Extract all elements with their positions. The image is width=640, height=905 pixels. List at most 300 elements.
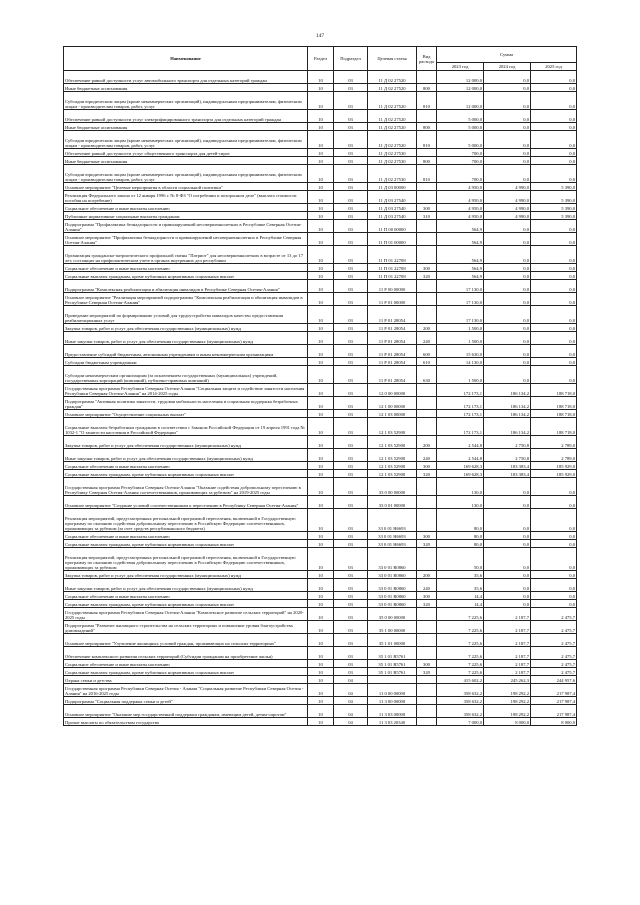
header-target-item: Целевая статья xyxy=(368,47,417,71)
row-razdel: 10 xyxy=(308,571,334,579)
row-expense-type: 240 xyxy=(417,449,437,462)
row-razdel: 10 xyxy=(308,600,334,608)
row-name: Организация гражданско-патриотического профильной смены "Патриот" для несовершеннолетних в возрасте от 13 до 17 лет, состоящих на профилактическом учете в органах внутренних дел республики xyxy=(64,246,308,264)
table-row xyxy=(64,84,577,92)
row-name: Социальное обеспечение и иные выплаты населению xyxy=(64,462,308,470)
row-podrazdel: 03 xyxy=(334,157,368,165)
row-target-item: 11 Р 00 00000 xyxy=(368,280,417,293)
table-row xyxy=(64,600,577,608)
row-razdel: 10 xyxy=(308,470,334,478)
row-sum-2025: 5 390,0 xyxy=(531,212,577,220)
table-row xyxy=(64,676,577,684)
table-row xyxy=(64,478,577,496)
table-row xyxy=(64,246,577,264)
row-target-item: 35 1 01 R5761 xyxy=(368,647,417,660)
table-row xyxy=(64,697,577,705)
row-podrazdel: 03 xyxy=(334,183,368,191)
row-podrazdel: 03 xyxy=(334,532,368,540)
row-target-item: 11 Р 01 28054 xyxy=(368,332,417,345)
row-sum-2025: 0,0 xyxy=(531,509,577,532)
table-row xyxy=(64,532,577,540)
row-sum-2024: 0,0 xyxy=(484,131,531,149)
row-target-item: 33 0 00 00000 xyxy=(368,478,417,496)
row-sum-2025: 185 929,0 xyxy=(531,462,577,470)
row-name: Основное мероприятие "Профилактика безнадзорности и правонарушений несовершеннолетних в Республике Северная Осетия-Алания" xyxy=(64,233,308,246)
row-sum-2025: 0,0 xyxy=(531,246,577,264)
row-podrazdel: 03 xyxy=(334,204,368,212)
row-podrazdel: 03 xyxy=(334,246,368,264)
row-sum-2024: 186 134,2 xyxy=(484,418,531,436)
row-expense-type: 320 xyxy=(417,600,437,608)
row-podrazdel: 03 xyxy=(334,548,368,571)
row-sum-2023: 14,4 xyxy=(437,600,484,608)
row-name: Закупка товаров, работ и услуг для обеспечения государственных (муниципальных) нужд xyxy=(64,571,308,579)
row-razdel: 10 xyxy=(308,204,334,212)
row-expense-type xyxy=(417,220,437,233)
row-podrazdel: 03 xyxy=(334,280,368,293)
row-razdel: 10 xyxy=(308,110,334,123)
row-podrazdel: 03 xyxy=(334,410,368,418)
row-razdel: 10 xyxy=(308,123,334,131)
row-name: Социальные выплаты гражданам, кроме публичных нормативных социальных выплат xyxy=(64,668,308,676)
row-sum-2024: 186 134,2 xyxy=(484,397,531,410)
row-sum-2025: 0,0 xyxy=(531,131,577,149)
row-razdel: 10 xyxy=(308,397,334,410)
row-sum-2025: 0,0 xyxy=(531,579,577,592)
row-podrazdel: 03 xyxy=(334,608,368,621)
row-target-item: 11 Д 02 27520 xyxy=(368,131,417,149)
row-razdel: 10 xyxy=(308,697,334,705)
row-sum-2024: 0,0 xyxy=(484,157,531,165)
row-sum-2023: 1 500,0 xyxy=(437,324,484,332)
row-target-item: 33 0 01 R0860 xyxy=(368,571,417,579)
row-sum-2023: 564,9 xyxy=(437,220,484,233)
row-podrazdel: 03 xyxy=(334,571,368,579)
row-target-item: 35 1 01 00000 xyxy=(368,634,417,647)
row-expense-type: 240 xyxy=(417,579,437,592)
table-header-row xyxy=(64,47,577,63)
row-razdel: 10 xyxy=(308,496,334,509)
row-podrazdel: 03 xyxy=(334,579,368,592)
row-sum-2023: 80,0 xyxy=(437,509,484,532)
row-expense-type: 610 xyxy=(417,358,437,366)
row-sum-2024: 0,0 xyxy=(484,540,531,548)
row-sum-2024: 8 000,0 xyxy=(484,718,531,726)
row-sum-2023: 172 173,1 xyxy=(437,418,484,436)
row-podrazdel: 03 xyxy=(334,324,368,332)
row-sum-2025: 0,0 xyxy=(531,293,577,306)
row-podrazdel: 03 xyxy=(334,233,368,246)
row-target-item: 12 1 03 00000 xyxy=(368,410,417,418)
table-row xyxy=(64,410,577,418)
row-podrazdel: 03 xyxy=(334,264,368,272)
row-sum-2024: 198 292,2 xyxy=(484,697,531,705)
row-sum-2025: 0,0 xyxy=(531,358,577,366)
row-sum-2025: 0,0 xyxy=(531,220,577,233)
header-year-2025: 2025 год xyxy=(531,63,577,71)
row-sum-2023: 17 130,0 xyxy=(437,293,484,306)
row-sum-2024: 2 187,7 xyxy=(484,621,531,634)
row-target-item: 11 Д 03 00000 xyxy=(368,183,417,191)
row-sum-2024: 0,0 xyxy=(484,358,531,366)
row-sum-2023: 12 000,0 xyxy=(437,84,484,92)
row-sum-2023: 7 225,6 xyxy=(437,668,484,676)
row-name: Подпрограмма "Социальная поддержка семьи и детей" xyxy=(64,697,308,705)
row-name: Подпрограмма "Развитие жилищного строительства на сельских территориях и повышение уровня благоустройства домовладений" xyxy=(64,621,308,634)
row-sum-2024: 0,0 xyxy=(484,149,531,157)
row-sum-2023: 4 950,0 xyxy=(437,183,484,191)
row-sum-2023: 1 500,0 xyxy=(437,332,484,345)
table-row xyxy=(64,436,577,449)
row-target-item: 11 П 01 22708 xyxy=(368,272,417,280)
row-expense-type xyxy=(417,110,437,123)
row-expense-type xyxy=(417,191,437,204)
row-razdel: 10 xyxy=(308,358,334,366)
table-row xyxy=(64,220,577,233)
row-target-item: 11 Р 01 28054 xyxy=(368,366,417,384)
row-sum-2025: 0,0 xyxy=(531,233,577,246)
row-sum-2025: 2 475,7 xyxy=(531,660,577,668)
row-expense-type xyxy=(417,697,437,705)
row-sum-2025: 5 390,0 xyxy=(531,204,577,212)
row-name: Основное мероприятие "Осуществление социальных выплат" xyxy=(64,410,308,418)
row-razdel: 10 xyxy=(308,410,334,418)
row-podrazdel: 03 xyxy=(334,366,368,384)
row-sum-2024: 2 187,7 xyxy=(484,647,531,660)
row-expense-type: 320 xyxy=(417,668,437,676)
row-name: Социальное обеспечение и иные выплаты населению xyxy=(64,264,308,272)
table-row xyxy=(64,496,577,509)
row-expense-type xyxy=(417,397,437,410)
row-razdel: 10 xyxy=(308,366,334,384)
table-row xyxy=(64,233,577,246)
row-razdel: 10 xyxy=(308,608,334,621)
row-podrazdel: 04 xyxy=(334,697,368,705)
row-target-item: 35 1 00 00000 xyxy=(368,621,417,634)
row-sum-2024: 0,0 xyxy=(484,478,531,496)
row-razdel: 10 xyxy=(308,165,334,183)
row-expense-type xyxy=(417,509,437,532)
row-podrazdel: 03 xyxy=(334,71,368,84)
row-expense-type xyxy=(417,293,437,306)
row-razdel: 10 xyxy=(308,191,334,204)
row-sum-2025: 185 929,0 xyxy=(531,470,577,478)
row-razdel: 10 xyxy=(308,233,334,246)
row-sum-2024: 2 187,7 xyxy=(484,608,531,621)
row-sum-2023: 358 632,2 xyxy=(437,697,484,705)
row-expense-type: 800 xyxy=(417,84,437,92)
table-row xyxy=(64,264,577,272)
row-sum-2025: 5 390,0 xyxy=(531,191,577,204)
row-sum-2024: 2 187,7 xyxy=(484,668,531,676)
row-sum-2023: 700,0 xyxy=(437,157,484,165)
row-name: Основное мероприятие "Целевые мероприятия в области социальной политики" xyxy=(64,183,308,191)
row-name: Основное мероприятие "Улучшение жилищных условий граждан, проживающих на сельских территориях" xyxy=(64,634,308,647)
row-target-item: 11 Д 02 27520 xyxy=(368,92,417,110)
row-target-item: 12 1 03 52900 xyxy=(368,418,417,436)
row-sum-2024: 0,0 xyxy=(484,264,531,272)
row-sum-2023: 7 000,0 xyxy=(437,718,484,726)
row-razdel: 10 xyxy=(308,131,334,149)
row-sum-2023: 50,0 xyxy=(437,548,484,571)
row-podrazdel: 03 xyxy=(334,462,368,470)
row-razdel: 10 xyxy=(308,84,334,92)
row-podrazdel: 03 xyxy=(334,131,368,149)
page-number: 147 xyxy=(315,33,325,39)
row-name: Закупка товаров, работ и услуг для обеспечения государственных (муниципальных) нужд xyxy=(64,436,308,449)
row-sum-2024: 4 990,0 xyxy=(484,204,531,212)
row-name: Обеспечение комплексного развития сельских территорий (Субсидии гражданам на приобретение жилья) xyxy=(64,647,308,660)
row-sum-2024: 0,0 xyxy=(484,592,531,600)
row-target-item: 11 Р 01 28054 xyxy=(368,324,417,332)
row-expense-type: 300 xyxy=(417,660,437,668)
row-expense-type: 800 xyxy=(417,157,437,165)
row-razdel: 10 xyxy=(308,280,334,293)
row-sum-2025: 0,0 xyxy=(531,345,577,358)
row-sum-2025: 0,0 xyxy=(531,84,577,92)
row-razdel: 10 xyxy=(308,324,334,332)
row-target-item: 11 3 03 00000 xyxy=(368,705,417,718)
row-podrazdel: 03 xyxy=(334,84,368,92)
row-sum-2023: 12 000,0 xyxy=(437,92,484,110)
row-podrazdel: 03 xyxy=(334,470,368,478)
row-sum-2023: 14,4 xyxy=(437,592,484,600)
row-name: Иные закупки товаров, работ и услуг для обеспечения государственных (муниципальных) нужд xyxy=(64,449,308,462)
row-expense-type: 200 xyxy=(417,324,437,332)
row-sum-2023: 17 130,0 xyxy=(437,280,484,293)
table-row xyxy=(64,384,577,397)
row-podrazdel: 03 xyxy=(334,592,368,600)
row-expense-type: 300 xyxy=(417,592,437,600)
row-podrazdel: 04 xyxy=(334,705,368,718)
row-razdel: 10 xyxy=(308,436,334,449)
row-razdel: 10 xyxy=(308,592,334,600)
row-sum-2023: 5 000,0 xyxy=(437,123,484,131)
row-target-item: 33 0 01 R0860 xyxy=(368,600,417,608)
row-podrazdel: 03 xyxy=(334,478,368,496)
row-sum-2023: 4 950,0 xyxy=(437,204,484,212)
row-razdel: 10 xyxy=(308,183,334,191)
row-target-item: 35 0 00 00000 xyxy=(368,608,417,621)
row-sum-2023: 4 950,0 xyxy=(437,212,484,220)
row-expense-type: 200 xyxy=(417,571,437,579)
row-expense-type xyxy=(417,608,437,621)
row-razdel: 10 xyxy=(308,306,334,324)
row-sum-2023: 358 632,2 xyxy=(437,705,484,718)
row-target-item: 33 0 01 R0860 xyxy=(368,548,417,571)
row-sum-2024: 0,0 xyxy=(484,165,531,183)
row-razdel: 10 xyxy=(308,676,334,684)
row-podrazdel: 03 xyxy=(334,191,368,204)
row-sum-2023: 700,0 xyxy=(437,149,484,157)
row-razdel: 10 xyxy=(308,449,334,462)
row-target-item: 11 П 00 00000 xyxy=(368,220,417,233)
row-sum-2025: 2 475,7 xyxy=(531,647,577,660)
row-expense-type xyxy=(417,306,437,324)
row-razdel: 10 xyxy=(308,293,334,306)
row-sum-2024: 183 383,4 xyxy=(484,462,531,470)
row-expense-type xyxy=(417,384,437,397)
table-row xyxy=(64,131,577,149)
row-target-item: 33 0 01 Н6693 xyxy=(368,532,417,540)
row-sum-2023: 80,0 xyxy=(437,532,484,540)
row-name: Иные закупки товаров, работ и услуг для обеспечения государственных (муниципальных) нужд xyxy=(64,579,308,592)
row-sum-2023: 1 500,0 xyxy=(437,366,484,384)
row-name: Социальные выплаты гражданам, кроме публичных нормативных социальных выплат xyxy=(64,600,308,608)
row-target-item: 33 0 01 Н6693 xyxy=(368,540,417,548)
row-sum-2025: 188 718,0 xyxy=(531,397,577,410)
row-target-item: 11 Д 02 27530 xyxy=(368,157,417,165)
table-row xyxy=(64,324,577,332)
row-sum-2024: 0,0 xyxy=(484,332,531,345)
table-row xyxy=(64,540,577,548)
row-expense-type: 810 xyxy=(417,92,437,110)
row-razdel: 10 xyxy=(308,684,334,697)
row-sum-2024: 0,0 xyxy=(484,548,531,571)
row-name: Обеспечение равной доступности услуг автомобильного транспорта для отдельных категорий граждан xyxy=(64,71,308,84)
table-row xyxy=(64,293,577,306)
row-podrazdel: 03 xyxy=(334,449,368,462)
row-razdel: 10 xyxy=(308,540,334,548)
row-razdel: 10 xyxy=(308,532,334,540)
row-razdel: 10 xyxy=(308,548,334,571)
row-name: Субсидии бюджетным учреждениям xyxy=(64,358,308,366)
row-target-item: 33 0 01 R0860 xyxy=(368,579,417,592)
row-sum-2024: 0,0 xyxy=(484,293,531,306)
row-name: Прочие выплаты по обязательствам государства xyxy=(64,718,308,726)
row-name: Государственная программа Республики Северная Осетия-Алания "Социальная защита и содействие занятости населения Республики Северная Осетия-Алания" на 2014-2025 годы xyxy=(64,384,308,397)
row-sum-2024: 198 292,2 xyxy=(484,684,531,697)
row-razdel: 10 xyxy=(308,149,334,157)
table-row xyxy=(64,71,577,84)
table-row xyxy=(64,449,577,462)
row-podrazdel: 03 xyxy=(334,358,368,366)
row-sum-2024: 0,0 xyxy=(484,509,531,532)
row-sum-2024: 0,0 xyxy=(484,246,531,264)
row-name: Социальные выплаты гражданам, кроме публичных нормативных социальных выплат xyxy=(64,540,308,548)
row-sum-2025: 0,0 xyxy=(531,324,577,332)
row-expense-type: 300 xyxy=(417,532,437,540)
row-razdel: 10 xyxy=(308,418,334,436)
row-expense-type xyxy=(417,246,437,264)
row-sum-2025: 0,0 xyxy=(531,306,577,324)
row-sum-2024: 186 134,2 xyxy=(484,384,531,397)
row-name: Основное мероприятие "Оказание мер государственной поддержки гражданам, имеющим детей, детям-сиротам" xyxy=(64,705,308,718)
row-sum-2024: 0,0 xyxy=(484,92,531,110)
table-row xyxy=(64,509,577,532)
row-name: Охрана семьи и детства xyxy=(64,676,308,684)
table-row xyxy=(64,358,577,366)
row-razdel: 10 xyxy=(308,668,334,676)
row-razdel: 10 xyxy=(308,660,334,668)
row-sum-2023: 358 632,2 xyxy=(437,684,484,697)
row-name: Субсидии юридическим лицам (кроме некоммерческих организаций), индивидуальным предпринимателям, физическим лицам - производителям товаров, работ, услуг xyxy=(64,165,308,183)
table-row xyxy=(64,647,577,660)
row-expense-type: 310 xyxy=(417,212,437,220)
row-name: Социальное обеспечение и иные выплаты населению xyxy=(64,660,308,668)
row-sum-2023: 172 173,1 xyxy=(437,410,484,418)
header-year-2023: 2023 год xyxy=(437,63,484,71)
row-name: Подпрограмма "Комплексная реабилитация и абилитация инвалидов в Республике Северная Осетия-Алания" xyxy=(64,280,308,293)
row-sum-2025: 8 000,0 xyxy=(531,718,577,726)
row-sum-2023: 7 225,6 xyxy=(437,634,484,647)
row-sum-2024: 2 187,7 xyxy=(484,660,531,668)
row-name: Государственная программа Республики Северная Осетия-Алания "Комплексное развитие сельских территорий" на 2020-2025 годы xyxy=(64,608,308,621)
row-razdel: 10 xyxy=(308,220,334,233)
table-row xyxy=(64,668,577,676)
row-sum-2024: 0,0 xyxy=(484,571,531,579)
row-expense-type: 810 xyxy=(417,131,437,149)
row-sum-2024: 0,0 xyxy=(484,280,531,293)
table-row xyxy=(64,548,577,571)
row-target-item: 11 Д 03 27540 xyxy=(368,191,417,204)
row-expense-type xyxy=(417,478,437,496)
row-expense-type: 320 xyxy=(417,272,437,280)
row-sum-2023: 15 630,0 xyxy=(437,345,484,358)
row-expense-type xyxy=(417,684,437,697)
row-name: Реализация Федерального закона от 12 января 1996 г. № 8-ФЗ "О погребении и похоронном деле" (выплата стоимости пособия на погребение) xyxy=(64,191,308,204)
table-row xyxy=(64,149,577,157)
row-name: Подпрограмма "Профилактика безнадзорности и правонарушений несовершеннолетних в Республике Северная Осетия-Алания" xyxy=(64,220,308,233)
row-podrazdel: 03 xyxy=(334,165,368,183)
row-target-item: 33 0 01 Н6693 xyxy=(368,509,417,532)
table-row xyxy=(64,332,577,345)
row-sum-2025: 0,0 xyxy=(531,332,577,345)
row-sum-2024: 0,0 xyxy=(484,579,531,592)
row-sum-2024: 0,0 xyxy=(484,123,531,131)
row-target-item: 11 П 01 22708 xyxy=(368,246,417,264)
row-name: Социальное обеспечение и иные выплаты населению xyxy=(64,204,308,212)
row-sum-2024: 0,0 xyxy=(484,110,531,123)
row-sum-2025: 0,0 xyxy=(531,110,577,123)
row-sum-2025: 0,0 xyxy=(531,571,577,579)
table-row xyxy=(64,462,577,470)
row-target-item: 11 Д 02 27530 xyxy=(368,165,417,183)
row-sum-2024: 2 750,8 xyxy=(484,449,531,462)
row-sum-2023: 7 225,6 xyxy=(437,647,484,660)
row-sum-2023: 35,6 xyxy=(437,571,484,579)
row-target-item: 12 1 03 52900 xyxy=(368,470,417,478)
row-podrazdel: 03 xyxy=(334,345,368,358)
row-sum-2024: 4 990,0 xyxy=(484,183,531,191)
table-row xyxy=(64,157,577,165)
row-sum-2025: 0,0 xyxy=(531,123,577,131)
row-sum-2023: 12 000,0 xyxy=(437,71,484,84)
row-target-item: 11 Р 01 28054 xyxy=(368,358,417,366)
row-podrazdel: 03 xyxy=(334,306,368,324)
row-sum-2023: 415 602,2 xyxy=(437,676,484,684)
row-sum-2025: 0,0 xyxy=(531,71,577,84)
row-sum-2023: 17 130,0 xyxy=(437,306,484,324)
row-expense-type: 300 xyxy=(417,204,437,212)
row-expense-type xyxy=(417,718,437,726)
row-name: Основное мероприятие "Создание условий соотечественникам к переселению в Республику Северная Осетия-Алания" xyxy=(64,496,308,509)
table-row xyxy=(64,634,577,647)
row-podrazdel: 03 xyxy=(334,647,368,660)
row-expense-type xyxy=(417,676,437,684)
row-razdel: 10 xyxy=(308,332,334,345)
row-sum-2023: 564,9 xyxy=(437,264,484,272)
table-row xyxy=(64,705,577,718)
row-sum-2023: 14 130,0 xyxy=(437,358,484,366)
row-razdel: 10 xyxy=(308,92,334,110)
row-name: Обеспечение равной доступности услуг общественного транспорта для детей-сирот xyxy=(64,149,308,157)
row-sum-2025: 2 475,7 xyxy=(531,634,577,647)
row-target-item: 33 0 01 R0860 xyxy=(368,592,417,600)
table-row xyxy=(64,165,577,183)
table-row xyxy=(64,272,577,280)
row-name: Социальные выплаты безработным гражданам в соответствии с Законом Российской Федерации от 19 апреля 1991 года № 1032-1 "О занятости населения в Российской Федерации" xyxy=(64,418,308,436)
